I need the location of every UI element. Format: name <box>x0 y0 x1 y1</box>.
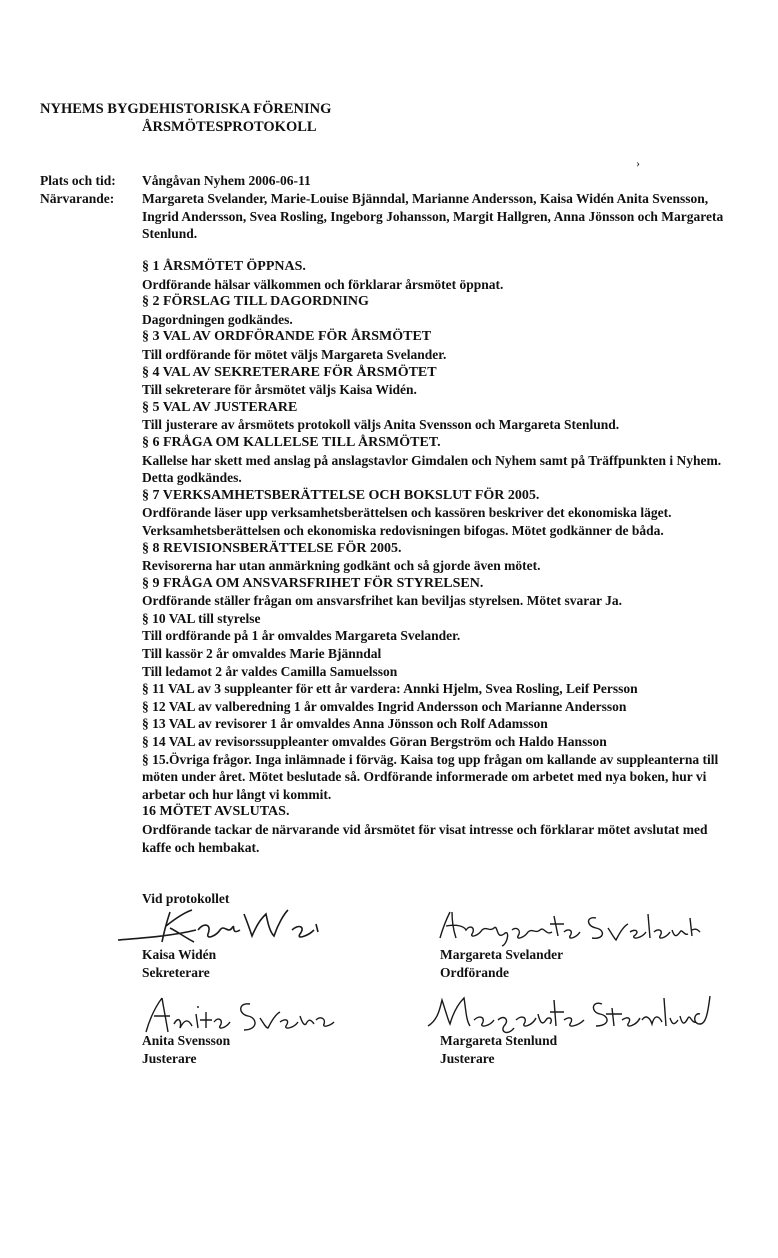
section-text: Till ordförande för mötet väljs Margareta Svelander. <box>142 346 447 362</box>
signatory-name: Kaisa Widén <box>142 947 217 962</box>
signatory-role: Sekreterare <box>142 964 210 980</box>
section-text: Till sekreterare för årsmötet väljs Kaisa Widén. <box>142 382 417 398</box>
signature-handwriting-chair <box>436 906 702 950</box>
signature-block-secretary <box>142 946 216 981</box>
section-16 <box>142 803 738 856</box>
section-text: Ordförande tackar de närvarande vid årsmötet för visat intresse och förklarar mötet avslutat med kaffe och hembakat. <box>142 822 708 855</box>
section-heading: § 9 FRÅGA OM ANSVARSFRIHET FÖR STYRELSEN. <box>142 575 484 591</box>
place-value: Vångåvan Nyhem 2006-06-11 <box>142 173 311 188</box>
section-heading: § 8 REVISIONSBERÄTTELSE FÖR 2005. <box>142 540 402 556</box>
section-15: § 15.Övriga frågor. Inga inlämnade i förväg. Kaisa tog upp frågan om kallande av suppleanterna till möten under året. Mötet beslutade så. Ordförande informerade om arbetet med nya boken, hur vi arbetar och hur långt vi kommit. <box>142 751 719 802</box>
attendees-row <box>40 190 740 243</box>
section-8 <box>142 540 738 575</box>
section-heading: 16 MÖTET AVSLUTAS. <box>142 804 290 820</box>
section-text: Ordförande ställer frågan om ansvarsfrihet kan beviljas styrelsen. Mötet svarar Ja. <box>142 593 622 609</box>
section-10 <box>142 610 738 680</box>
signature-block-chair <box>440 946 563 981</box>
signatory-role: Justerare <box>142 1050 197 1066</box>
section-2 <box>142 293 738 328</box>
section-heading: § 5 VAL AV JUSTERARE <box>142 399 298 415</box>
section-heading: § 2 FÖRSLAG TILL DAGORDNING <box>142 294 369 310</box>
section-12: § 12 VAL av valberedning 1 år omvaldes Ingrid Andersson och Marianne Andersson <box>142 698 627 714</box>
signatory-name: Margareta Stenlund <box>440 1033 558 1048</box>
section-heading: § 7 VERKSAMHETSBERÄTTELSE OCH BOKSLUT FÖR 2005. <box>142 487 540 503</box>
section-7 <box>142 487 738 540</box>
election-line: Till ordförande på 1 år omvaldes Margareta Svelander. <box>142 628 461 644</box>
signatory-name: Margareta Svelander <box>440 947 564 962</box>
section-text: Kallelse har skett med anslag på anslagstavlor Gimdalen och Nyhem samt på Träffpunkten i Nyhem. Detta godkändes. <box>142 452 722 486</box>
section-6 <box>142 434 738 487</box>
section-5 <box>142 399 738 434</box>
section-11: § 11 VAL av 3 suppleanter för ett år vardera: Annki Hjelm, Svea Rosling, Leif Persson <box>142 681 638 697</box>
section-1 <box>142 258 738 293</box>
signatory-name: Anita Svensson <box>142 1033 231 1048</box>
place-row <box>40 172 740 190</box>
signature-handwriting-secretary <box>112 900 332 950</box>
signature-intro: Vid protokollet <box>142 891 230 906</box>
section-text: Till justerare av årsmötets protokoll väljs Anita Svensson och Margareta Stenlund. <box>142 417 620 433</box>
attendees-label: Närvarande: <box>40 190 115 206</box>
section-heading: § 6 FRÅGA OM KALLELSE TILL ÅRSMÖTET. <box>142 434 441 450</box>
section-text: Ordförande hälsar välkommen och förklarar årsmötet öppnat. <box>142 276 504 292</box>
signatory-role: Ordförande <box>440 964 509 980</box>
section-heading: § 4 VAL AV SEKRETERARE FÖR ÅRSMÖTET <box>142 364 437 380</box>
section-text: Ordförande läser upp verksamhetsberättelsen och kassören beskriver det ekonomiska läget. Verksamhetsberättelsen och ekonomiska redovisningen bifogas. Mötet godkänner de båda. <box>142 505 672 538</box>
section-14: § 14 VAL av revisorssuppleanter omvaldes Göran Bergström och Haldo Hansson <box>142 734 607 750</box>
section-heading: § 10 VAL till styrelse <box>142 610 261 626</box>
section-9 <box>142 575 738 610</box>
minutes-body <box>142 258 738 856</box>
section-4 <box>142 364 738 399</box>
section-heading: § 3 VAL AV ORDFÖRANDE FÖR ÅRSMÖTET <box>142 329 432 345</box>
election-line: Till ledamot 2 år valdes Camilla Samuelsson <box>142 663 398 679</box>
section-heading: § 1 ÅRSMÖTET ÖPPNAS. <box>142 259 306 274</box>
section-3 <box>142 328 738 363</box>
attendees-value: Margareta Svelander, Marie-Louise Bjänndal, Marianne Andersson, Kaisa Widén Anita Svensson, Ingrid Andersson, Svea Rosling, Ingeborg Johansson, Margit Hallgren, Anna Jönsson och Margareta Stenlund. <box>142 190 724 242</box>
document-subtitle: ÅRSMÖTESPROTOKOLL <box>142 119 317 135</box>
section-13: § 13 VAL av revisorer 1 år omvaldes Anna Jönsson och Rolf Adamsson <box>142 716 548 732</box>
document-title: NYHEMS BYGDEHISTORISKA FÖRENING <box>40 101 332 117</box>
scan-speck: › <box>636 156 640 170</box>
section-text: Dagordningen godkändes. <box>142 311 293 327</box>
place-label: Plats och tid: <box>40 173 116 188</box>
signatory-role: Justerare <box>440 1050 495 1066</box>
election-line: Till kassör 2 år omvaldes Marie Bjänndal <box>142 646 382 662</box>
section-text: Revisorerna har utan anmärkning godkänt och så gjorde även mötet. <box>142 558 541 574</box>
meeting-meta <box>40 172 740 243</box>
signature-block-checker2 <box>440 1032 557 1067</box>
signature-block-checker1 <box>142 1032 230 1067</box>
